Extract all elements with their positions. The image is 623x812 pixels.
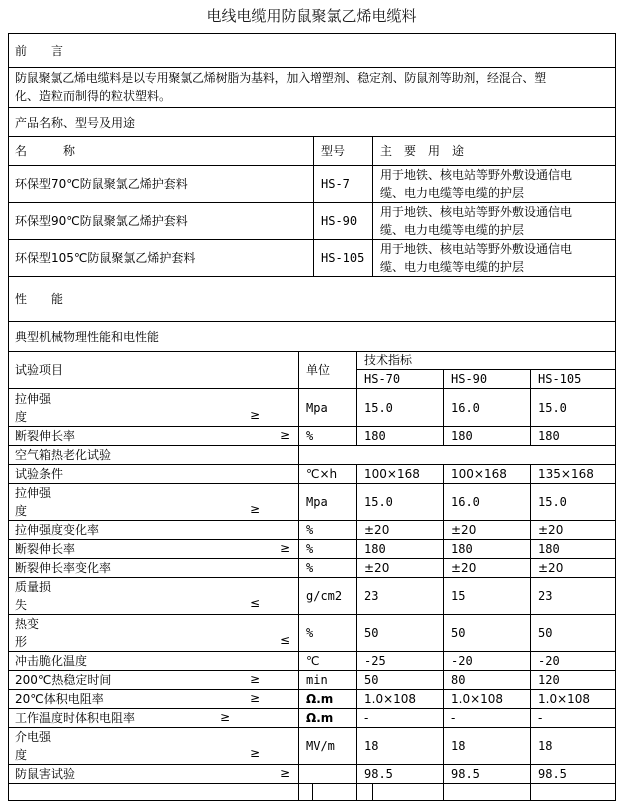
value-text: 16.0 [451,400,480,415]
perf-item-text: 度 [15,504,28,518]
perf-item [8,615,298,651]
perf-value [530,709,615,727]
products-header-row [8,137,616,166]
value-text: 98.5 [364,767,393,781]
value-text: ±20 [538,561,564,575]
product-use-line: 缆、电力电缆等电缆的护层 [380,223,525,237]
gte-operator: ≥ [220,710,231,724]
value-text: 135×168 [538,467,594,481]
perf-item-text: 失 [15,598,28,612]
unit-text: Ω.m [306,711,334,725]
perf-value [530,540,615,558]
perf-item [8,709,298,727]
unit-text: Mpa [306,400,328,415]
value-text: 15.0 [364,400,393,415]
unit-text: ℃×h [306,467,338,481]
perf-row [8,671,616,690]
product-use [372,166,615,202]
value-text: 50 [364,673,379,687]
preface-text-line-2: 化、造粒而制得的粒状塑料。 [15,89,172,103]
value-text: 18 [538,739,553,753]
header-grade [356,370,443,388]
perf-row [8,427,616,446]
product-model [313,240,372,276]
perf-row [8,652,616,671]
perf-row [8,709,616,728]
unit-text: % [306,523,314,537]
products-col-use [372,137,615,165]
value-text: ±20 [451,523,477,537]
lte-operator: ≤ [250,596,261,610]
perf-item-text: 防鼠害试验 [15,767,76,781]
perf-unit [298,709,356,727]
product-row [8,166,616,203]
unit-text: % [306,561,314,575]
value-text: ±20 [451,561,477,575]
perf-item-text: 热变 [15,617,40,631]
gte-operator: ≥ [250,691,261,705]
value-text: 50 [451,626,466,640]
perf-value [356,765,443,783]
perf-item-text: 介电强 [15,730,52,744]
header-unit [298,352,356,388]
product-use [372,240,615,276]
value-text: 180 [451,542,473,556]
value-text: 1.0×108 [364,692,417,706]
product-use-line: 用于地铁、核电站等野外敷设通信电 [380,242,573,256]
value-text: 15 [451,589,466,603]
perf-item-text: 断裂伸长率 [15,429,76,443]
value-text: - [364,711,369,725]
header-spec [356,352,615,370]
perf-unit [298,578,356,614]
products-col-model [313,137,372,165]
value-text: 98.5 [538,767,567,781]
value-text: 18 [451,739,466,753]
product-use [372,203,615,239]
perf-item-text: 质量损 [15,580,52,594]
performance-subheading: 典型机械物理性能和电性能 [15,330,160,344]
perf-unit [298,728,356,764]
value-text: ±20 [364,523,390,537]
perf-value [356,578,443,614]
product-name-text: 环保型90℃防鼠聚氯乙烯护套料 [15,214,188,228]
perf-section-empty [298,446,615,464]
perf-item-text: 冲击脆化温度 [15,654,88,668]
value-text: 98.5 [451,767,480,781]
product-use-line: 缆、电力电缆等电缆的护层 [380,260,525,274]
perf-item-text: 断裂伸长率 [15,542,76,556]
gte-operator: ≥ [250,502,261,516]
perf-value [443,709,530,727]
preface-heading: 前 言 [15,44,64,58]
perf-value [530,427,615,445]
performance-subheading-row [8,322,616,352]
value-text: -20 [451,654,473,668]
perf-value [356,709,443,727]
perf-unit [298,559,356,577]
header-item [8,352,298,388]
empty-cell [530,784,615,801]
perf-value [443,559,530,577]
perf-value [356,652,443,670]
value-text: 15.0 [538,495,567,509]
col-label: 名 称 [15,144,76,158]
header-item-label: 试验项目 [15,363,64,377]
value-text: - [538,711,543,725]
product-row [8,240,616,277]
product-name [8,166,313,202]
perf-item [8,465,298,483]
product-name [8,203,313,239]
perf-value [530,578,615,614]
empty-cell [356,784,372,801]
perf-row [8,765,616,784]
value-text: 1.0×108 [538,692,591,706]
perf-value [530,652,615,670]
empty-cell [298,784,312,801]
perf-item-text: 试验条件 [15,467,64,481]
perf-unit [298,652,356,670]
perf-item-text: 度 [15,748,28,762]
value-text: 180 [538,429,560,443]
perf-value [443,652,530,670]
value-text: ±20 [538,523,564,537]
perf-value [356,615,443,651]
perf-unit [298,540,356,558]
unit-text: min [306,673,328,687]
header-grade [530,370,615,388]
perf-unit [298,465,356,483]
perf-value [530,728,615,764]
perf-value [356,389,443,426]
value-text: 18 [364,739,379,753]
product-row [8,203,616,240]
value-text: 15.0 [538,400,567,415]
perf-unit [298,389,356,426]
perf-row [8,690,616,709]
value-text: -25 [364,654,386,668]
grade-label: HS-70 [364,372,401,386]
perf-item-text: 形 [15,635,28,649]
gte-operator: ≥ [250,672,261,686]
perf-item-text: 度 [15,409,28,424]
value-text: 120 [538,673,560,687]
value-text: 50 [538,626,553,640]
perf-item-text: 拉伸强 [15,391,52,406]
perf-value [443,389,530,426]
unit-text: Ω.m [306,692,334,706]
product-name-text: 环保型105℃防鼠聚氯乙烯护套料 [15,251,196,265]
section-text: 空气箱热老化试验 [15,448,112,462]
perf-value [530,521,615,539]
perf-section-label [8,446,298,464]
gte-operator: ≥ [280,428,291,442]
value-text: - [451,711,456,725]
empty-cell [312,784,356,801]
value-text: 180 [451,429,473,443]
perf-item [8,521,298,539]
perf-value [530,559,615,577]
perf-value [443,578,530,614]
perf-value [530,389,615,426]
empty-cell [372,784,443,801]
perf-unit [298,690,356,708]
perf-value [530,465,615,483]
perf-value [356,465,443,483]
value-text: 23 [364,589,379,603]
product-name [8,240,313,276]
product-use-line: 缆、电力电缆等电缆的护层 [380,186,525,200]
perf-value [530,484,615,520]
unit-text: % [306,542,314,556]
perf-item-text: 工作温度时体积电阻率 [15,711,136,725]
products-heading: 产品名称、型号及用途 [15,116,136,130]
unit-text: % [306,626,314,640]
perf-item [8,765,298,783]
unit-text: % [306,429,314,443]
perf-value [356,690,443,708]
perf-value [443,728,530,764]
perf-value [443,465,530,483]
perf-value [356,540,443,558]
performance-heading: 性 能 [15,292,64,306]
perf-item-text: 200℃热稳定时间 [15,673,112,687]
header-unit-label: 单位 [306,363,331,377]
perf-value [530,615,615,651]
unit-text: ℃ [306,654,320,668]
perf-row [8,728,616,765]
product-use-line: 用于地铁、核电站等野外敷设通信电 [380,168,573,182]
gte-operator: ≥ [250,746,261,760]
perf-value [356,484,443,520]
perf-value [443,484,530,520]
value-text: 100×168 [451,467,507,481]
grade-label: HS-90 [451,372,488,386]
perf-value [356,671,443,689]
product-model [313,203,372,239]
value-text: ±20 [364,561,390,575]
col-label: 主 要 用 途 [380,144,465,158]
document-title: 电线电缆用防鼠聚氯乙烯电缆料 [206,7,417,25]
value-text: 1.0×108 [451,692,504,706]
product-use-line: 用于地铁、核电站等野外敷设通信电 [380,205,573,219]
gte-operator: ≥ [280,766,291,780]
perf-value [530,671,615,689]
perf-row [8,615,616,652]
perf-row [8,578,616,615]
unit-text: g/cm2 [306,589,343,603]
perf-section-row [8,446,616,465]
value-text: 180 [364,542,386,556]
perf-value [443,427,530,445]
product-model-text: HS-105 [321,251,365,265]
performance-heading-row [8,277,616,322]
value-text: -20 [538,654,560,668]
unit-text: Mpa [306,495,328,509]
perf-row [8,521,616,540]
perf-value [443,615,530,651]
perf-value [443,765,530,783]
product-model [313,166,372,202]
perf-unit [298,671,356,689]
value-text: 50 [364,626,379,640]
empty-cell [443,784,530,801]
perf-row [8,465,616,484]
performance-header [8,352,616,389]
perf-item-text: 断裂伸长率变化率 [15,561,112,575]
perf-item-text: 拉伸强度变化率 [15,523,100,537]
perf-row [8,484,616,521]
value-text: 15.0 [364,495,393,509]
perf-item-text: 拉伸强 [15,486,52,500]
products-col-name [8,137,313,165]
preface-text-row [8,68,616,108]
preface-text-line-1: 防鼠聚氯乙烯电缆料是以专用聚氯乙烯树脂为基料，加入增塑剂、稳定剂、防鼠剂等助剂，经混合、塑 [15,71,547,85]
perf-row [8,540,616,559]
perf-value [356,728,443,764]
preface-heading-row [8,33,616,68]
perf-unit [298,615,356,651]
value-text: 100×168 [364,467,420,481]
empty-row [8,784,616,801]
grade-label: HS-105 [538,372,582,386]
value-text: 23 [538,589,553,603]
perf-unit [298,521,356,539]
unit-text: MV/m [306,739,335,753]
lte-operator: ≤ [280,633,291,647]
perf-value [356,559,443,577]
perf-item [8,540,298,558]
perf-item-text: 20℃体积电阻率 [15,692,104,706]
perf-row [8,559,616,578]
product-name-text: 环保型70℃防鼠聚氯乙烯护套料 [15,177,188,191]
perf-value [530,690,615,708]
perf-value [530,765,615,783]
perf-item [8,652,298,670]
product-model-text: HS-90 [321,214,358,228]
value-text: 180 [364,429,386,443]
perf-value [443,671,530,689]
header-spec-label: 技术指标 [364,353,413,367]
product-model-text: HS-7 [321,177,350,191]
perf-item [8,427,298,445]
perf-row [8,389,616,427]
value-text: 180 [538,542,560,556]
perf-unit [298,765,356,783]
gte-operator: ≥ [250,408,261,422]
value-text: 16.0 [451,495,480,509]
perf-value [356,521,443,539]
gte-operator: ≥ [280,541,291,555]
perf-value [443,690,530,708]
perf-value [356,427,443,445]
perf-unit [298,427,356,445]
perf-value [443,540,530,558]
perf-value [443,521,530,539]
header-grade [443,370,530,388]
perf-item [8,559,298,577]
perf-unit [298,484,356,520]
col-label: 型号 [321,144,346,158]
value-text: 80 [451,673,466,687]
products-heading-row [8,108,616,137]
